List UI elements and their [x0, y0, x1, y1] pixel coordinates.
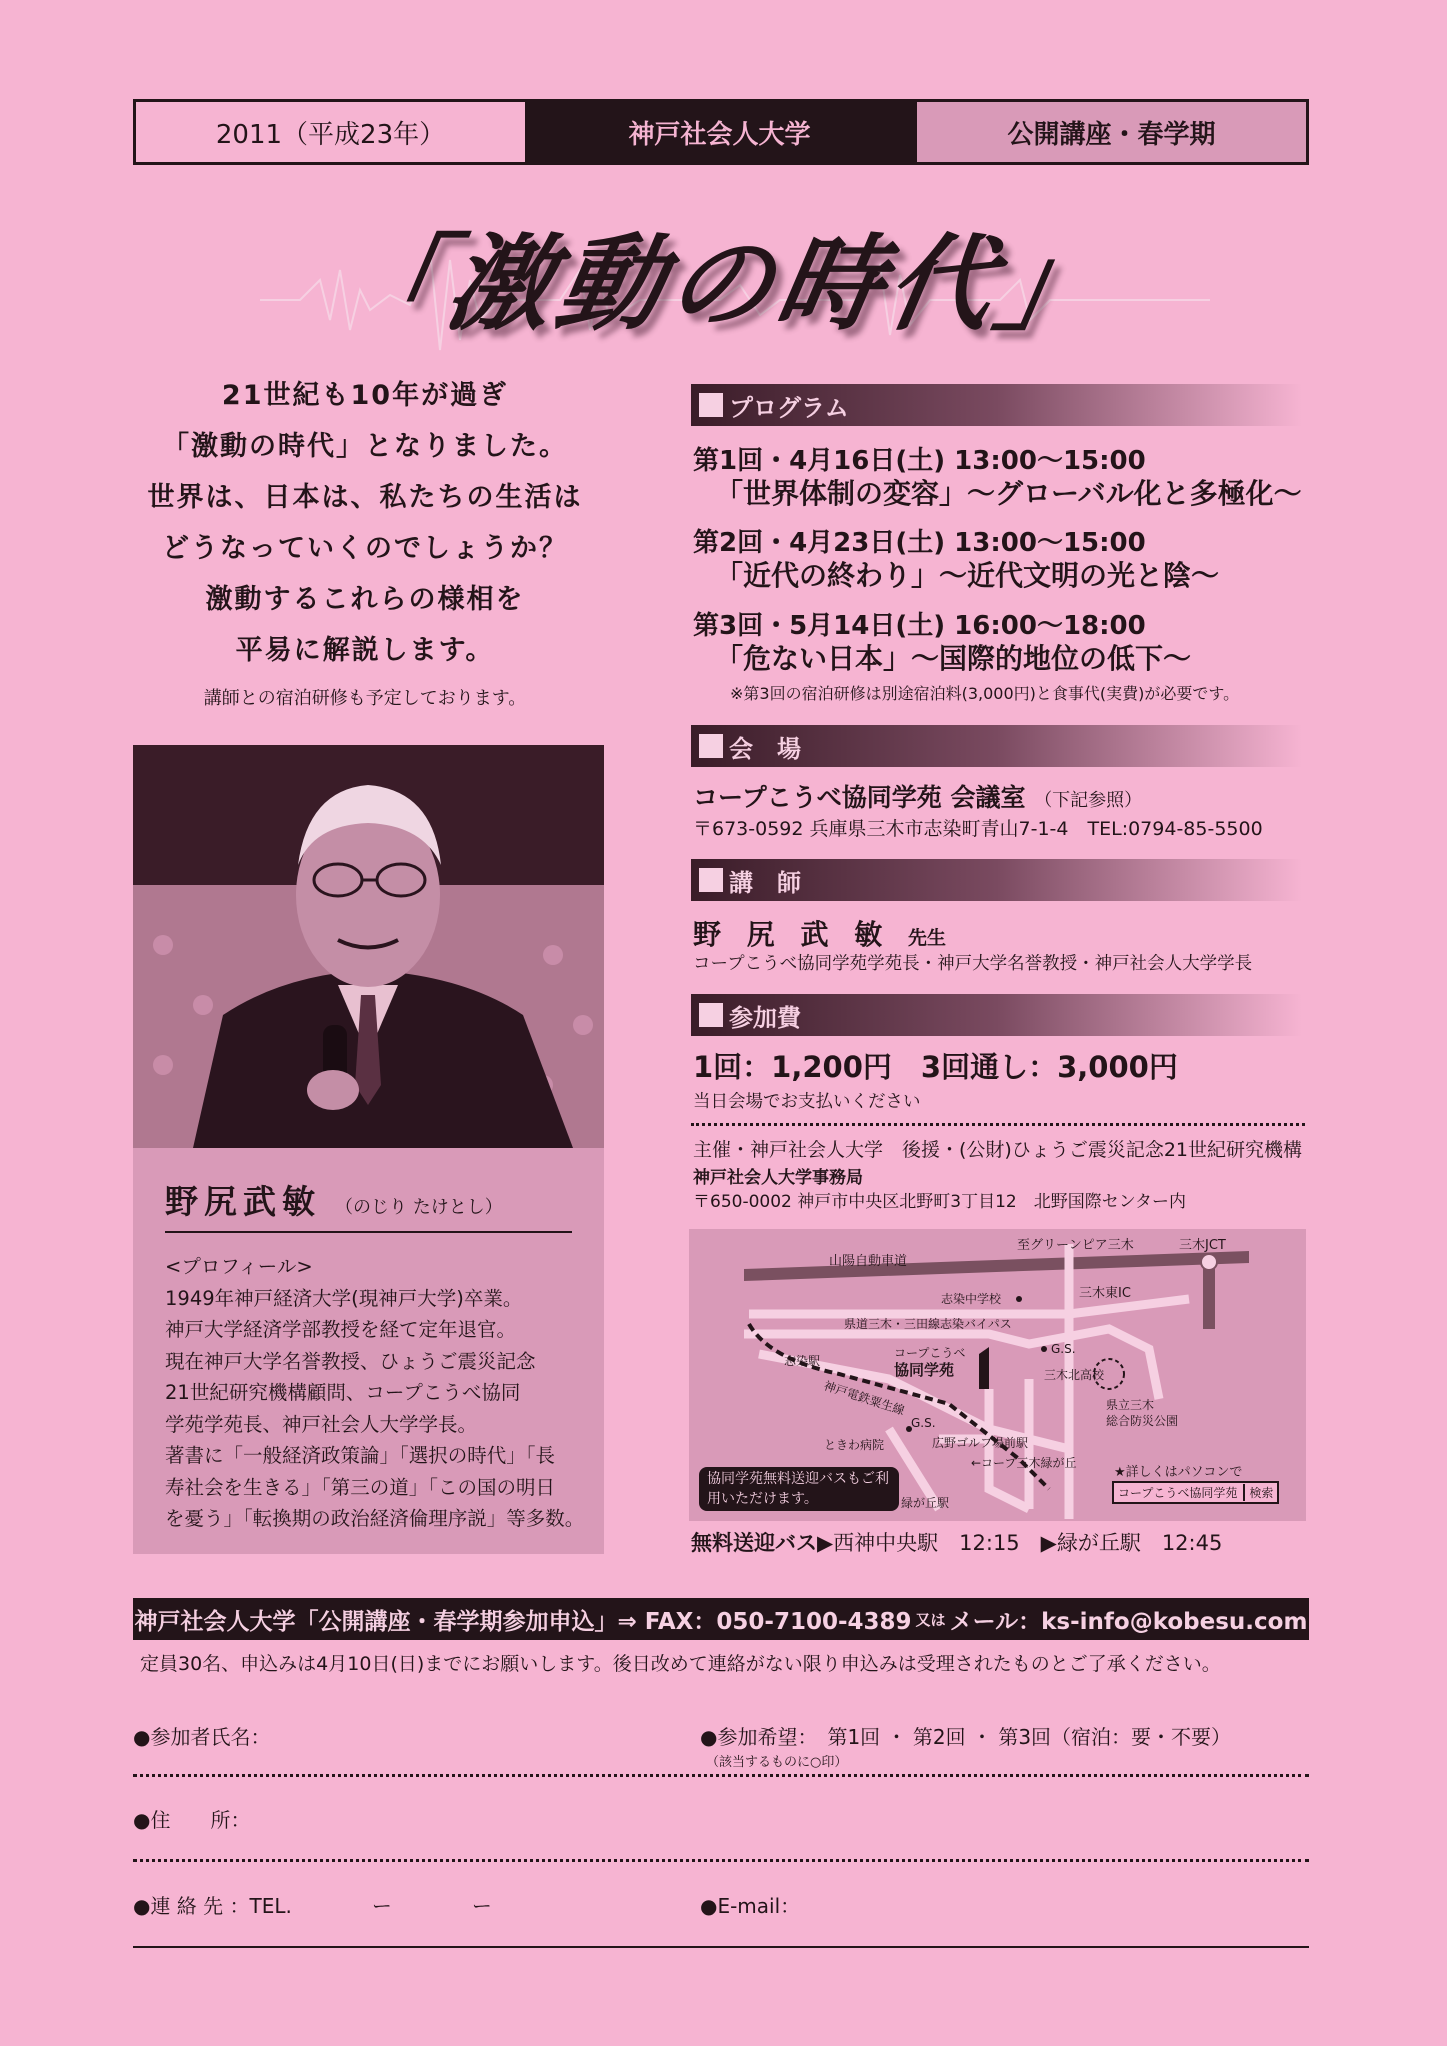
session-3-date: 第3回・5月14日(土) 16:00〜18:00 — [693, 611, 1146, 641]
form-name-label: ●参加者氏名： — [133, 1725, 271, 1749]
bus-label: 無料送迎バス — [691, 1531, 817, 1555]
svg-text:協同学苑: 協同学苑 — [894, 1361, 955, 1379]
profile-line: 神戸大学経済学部教授を経て定年退官。 — [165, 1318, 517, 1341]
intro-line: 平易に解説します。 — [235, 635, 495, 666]
bus-info — [691, 1527, 1222, 1557]
profile-name: 野尻武敏 — [165, 1182, 321, 1221]
form-email-label: ●E-mail： — [700, 1894, 801, 1918]
profile-line: 21世紀研究機構顧問、コープこうべ協同 — [165, 1381, 521, 1404]
session-1-date: 第1回・4月16日(土) 13:00〜15:00 — [693, 446, 1146, 476]
header-term: 公開講座・春学期 — [914, 102, 1306, 162]
svg-text:三木JCT: 三木JCT — [1179, 1238, 1226, 1253]
fee-note: 当日会場でお支払いください — [693, 1092, 921, 1112]
square-bullet-icon — [699, 393, 723, 417]
svg-text:山陽自動車道: 山陽自動車道 — [829, 1254, 908, 1269]
venue-heading — [691, 725, 1302, 767]
lecturer-heading-label: 講 師 — [729, 868, 801, 897]
fee-heading — [691, 994, 1302, 1036]
profile-text — [165, 1251, 585, 1535]
lecturer-honorific: 先生 — [908, 927, 947, 949]
form-tel-label: ●連 絡 先 ：TEL. ー ー — [133, 1894, 492, 1918]
lecturer-name — [693, 913, 946, 953]
organizer-office: 神戸社会人大学事務局 — [693, 1168, 863, 1188]
program-heading-label: プログラム — [729, 393, 849, 422]
lecturer-title: コープこうべ協同学苑学苑長・神戸大学名誉教授・神戸社会人大学学長 — [693, 954, 1253, 974]
session-3-title: 「危ない日本」〜国際的地位の低下〜 — [715, 642, 1192, 675]
form-divider — [133, 1774, 1309, 1777]
program-heading — [691, 384, 1302, 426]
intro-line: 激動するこれらの様相を — [205, 584, 525, 615]
access-map — [689, 1229, 1306, 1521]
svg-text:ときわ病院: ときわ病院 — [824, 1438, 885, 1452]
svg-text:G.S.: G.S. — [1051, 1342, 1076, 1356]
intro-line: 「激動の時代」となりました。 — [162, 431, 568, 462]
header-university: 神戸社会人大学 — [525, 102, 914, 162]
profile-reading: （のじり たけとし） — [335, 1197, 503, 1218]
venue-address: 〒673-0592 兵庫県三木市志染町青山7-1-4 TEL:0794-85-5500 — [693, 818, 1263, 840]
svg-text:←コープ三木緑が丘: ←コープ三木緑が丘 — [971, 1456, 1077, 1470]
profile-line: 現在神戸大学名誉教授、ひょうご震災記念 — [165, 1349, 536, 1373]
program-note: ※第3回の宿泊研修は別途宿泊料(3,000円)と食事代(実費)が必要です。 — [730, 684, 1240, 703]
profile-line: を憂う」「転換期の政治経済倫理序説」等多数。 — [165, 1507, 585, 1530]
apply-email: メール：ks-info@kobesu.com — [949, 1608, 1308, 1635]
profile-line: 学苑学苑長、神戸社会人大学学長。 — [165, 1412, 478, 1436]
main-title: 「激動の時代」 — [327, 223, 1120, 345]
organizer-line: 主催・神戸社会人大学 後援・(公財)ひょうご震災記念21世紀研究機構 — [693, 1139, 1303, 1161]
venue-name-text: コープこうべ協同学苑 会議室 — [693, 783, 1026, 812]
lecturer-photo — [133, 745, 604, 1148]
lecturer-heading — [691, 859, 1302, 901]
svg-text:G.S.: G.S. — [911, 1416, 936, 1430]
profile-panel — [133, 1148, 604, 1554]
form-choice-label: ●参加希望： 第1回 ・ 第2回 ・ 第3回（宿泊：要・不要） — [700, 1725, 1232, 1749]
svg-text:緑が丘駅: 緑が丘駅 — [901, 1496, 950, 1510]
svg-text:三木東IC: 三木東IC — [1079, 1286, 1131, 1301]
square-bullet-icon — [699, 734, 723, 758]
intro-line: 世界は、日本は、私たちの生活は — [147, 482, 583, 513]
lecturer-name-text: 野 尻 武 敏 — [693, 918, 891, 951]
header-year: 2011（平成23年） — [136, 102, 525, 162]
square-bullet-icon — [699, 1003, 723, 1027]
svg-text:至グリーンピア三木: 至グリーンピア三木 — [1017, 1238, 1134, 1253]
session-2-date: 第2回・4月23日(土) 13:00〜15:00 — [693, 528, 1146, 558]
title-block — [200, 190, 1250, 360]
svg-text:コープこうべ: コープこうべ — [894, 1346, 966, 1360]
profile-line: 寿社会を生きる」「第三の道」「この国の明日 — [165, 1475, 556, 1499]
venue-name — [693, 778, 1142, 814]
profile-line: 1949年神戸経済大学(現神戸大学)卒業。 — [165, 1286, 523, 1310]
apply-or: 又は — [915, 1610, 946, 1629]
form-address-label: ●住 所： — [133, 1808, 251, 1832]
venue-name-note: （下記参照） — [1034, 790, 1143, 811]
map-search-box — [1112, 1481, 1279, 1504]
svg-text:県道三木・三田線志染バイパス: 県道三木・三田線志染バイパス — [844, 1317, 1012, 1331]
svg-text:神戸電鉄粟生線: 神戸電鉄粟生線 — [822, 1378, 907, 1418]
fee-heading-label: 参加費 — [729, 1003, 801, 1032]
header-band — [133, 99, 1309, 165]
profile-name-row — [165, 1176, 572, 1233]
session-2-title: 「近代の終わり」〜近代文明の光と陰〜 — [715, 559, 1220, 592]
apply-fax: 神戸社会人大学「公開講座・春学期参加申込」⇒ FAX：050-7100-4389 — [134, 1608, 912, 1635]
svg-text:三木北高校: 三木北高校 — [1044, 1368, 1105, 1382]
svg-text:県立三木: 県立三木 — [1106, 1398, 1155, 1412]
map-search-text: コープこうべ協同学苑 — [1118, 1486, 1238, 1500]
map-bus-note: 協同学苑無料送迎バスもご利用いただけます。 — [699, 1467, 899, 1511]
apply-note: 定員30名、申込みは4月10日(日)までにお願いします。後日改めて連絡がない限り申込みは受理されたものとご了承ください。 — [140, 1653, 1221, 1675]
square-bullet-icon — [699, 868, 723, 892]
svg-text:広野ゴルフ場前駅: 広野ゴルフ場前駅 — [932, 1436, 1029, 1450]
svg-text:総合防災公園: 総合防災公園 — [1106, 1414, 1179, 1428]
venue-heading-label: 会 場 — [729, 734, 801, 763]
map-search-hint: ★詳しくはパソコンで — [1114, 1465, 1243, 1480]
apply-band — [133, 1598, 1309, 1640]
profile-line: <プロフィール> — [165, 1255, 313, 1278]
profile-line: 著書に「一般経済政策論」「選択の時代」「長 — [165, 1444, 556, 1467]
form-bottom-line — [133, 1946, 1309, 1948]
form-choice-sub: （該当するものに○印） — [706, 1755, 848, 1770]
form-divider — [133, 1859, 1309, 1862]
intro-line: 21世紀も10年が過ぎ — [221, 380, 509, 411]
organizer-address: 〒650-0002 神戸市中央区北野町3丁目12 北野国際センター内 — [693, 1192, 1187, 1212]
intro-text — [120, 370, 610, 710]
intro-note: 講師との宿泊研修も予定しております。 — [203, 688, 527, 709]
intro-line: どうなっていくのでしょうか？ — [162, 533, 568, 564]
session-1-title: 「世界体制の変容」〜グローバル化と多極化〜 — [715, 477, 1302, 510]
svg-text:志染駅: 志染駅 — [784, 1354, 821, 1368]
lecturer-portrait-illustration — [133, 745, 604, 1148]
map-search-button: 検索 — [1243, 1484, 1273, 1501]
svg-text:志染中学校: 志染中学校 — [941, 1292, 1002, 1306]
bus-times: ▶西神中央駅 12:15 ▶緑が丘駅 12:45 — [817, 1531, 1223, 1555]
divider — [691, 1123, 1305, 1126]
fee-text: 1回：1,200円 3回通し：3,000円 — [693, 1050, 1178, 1084]
